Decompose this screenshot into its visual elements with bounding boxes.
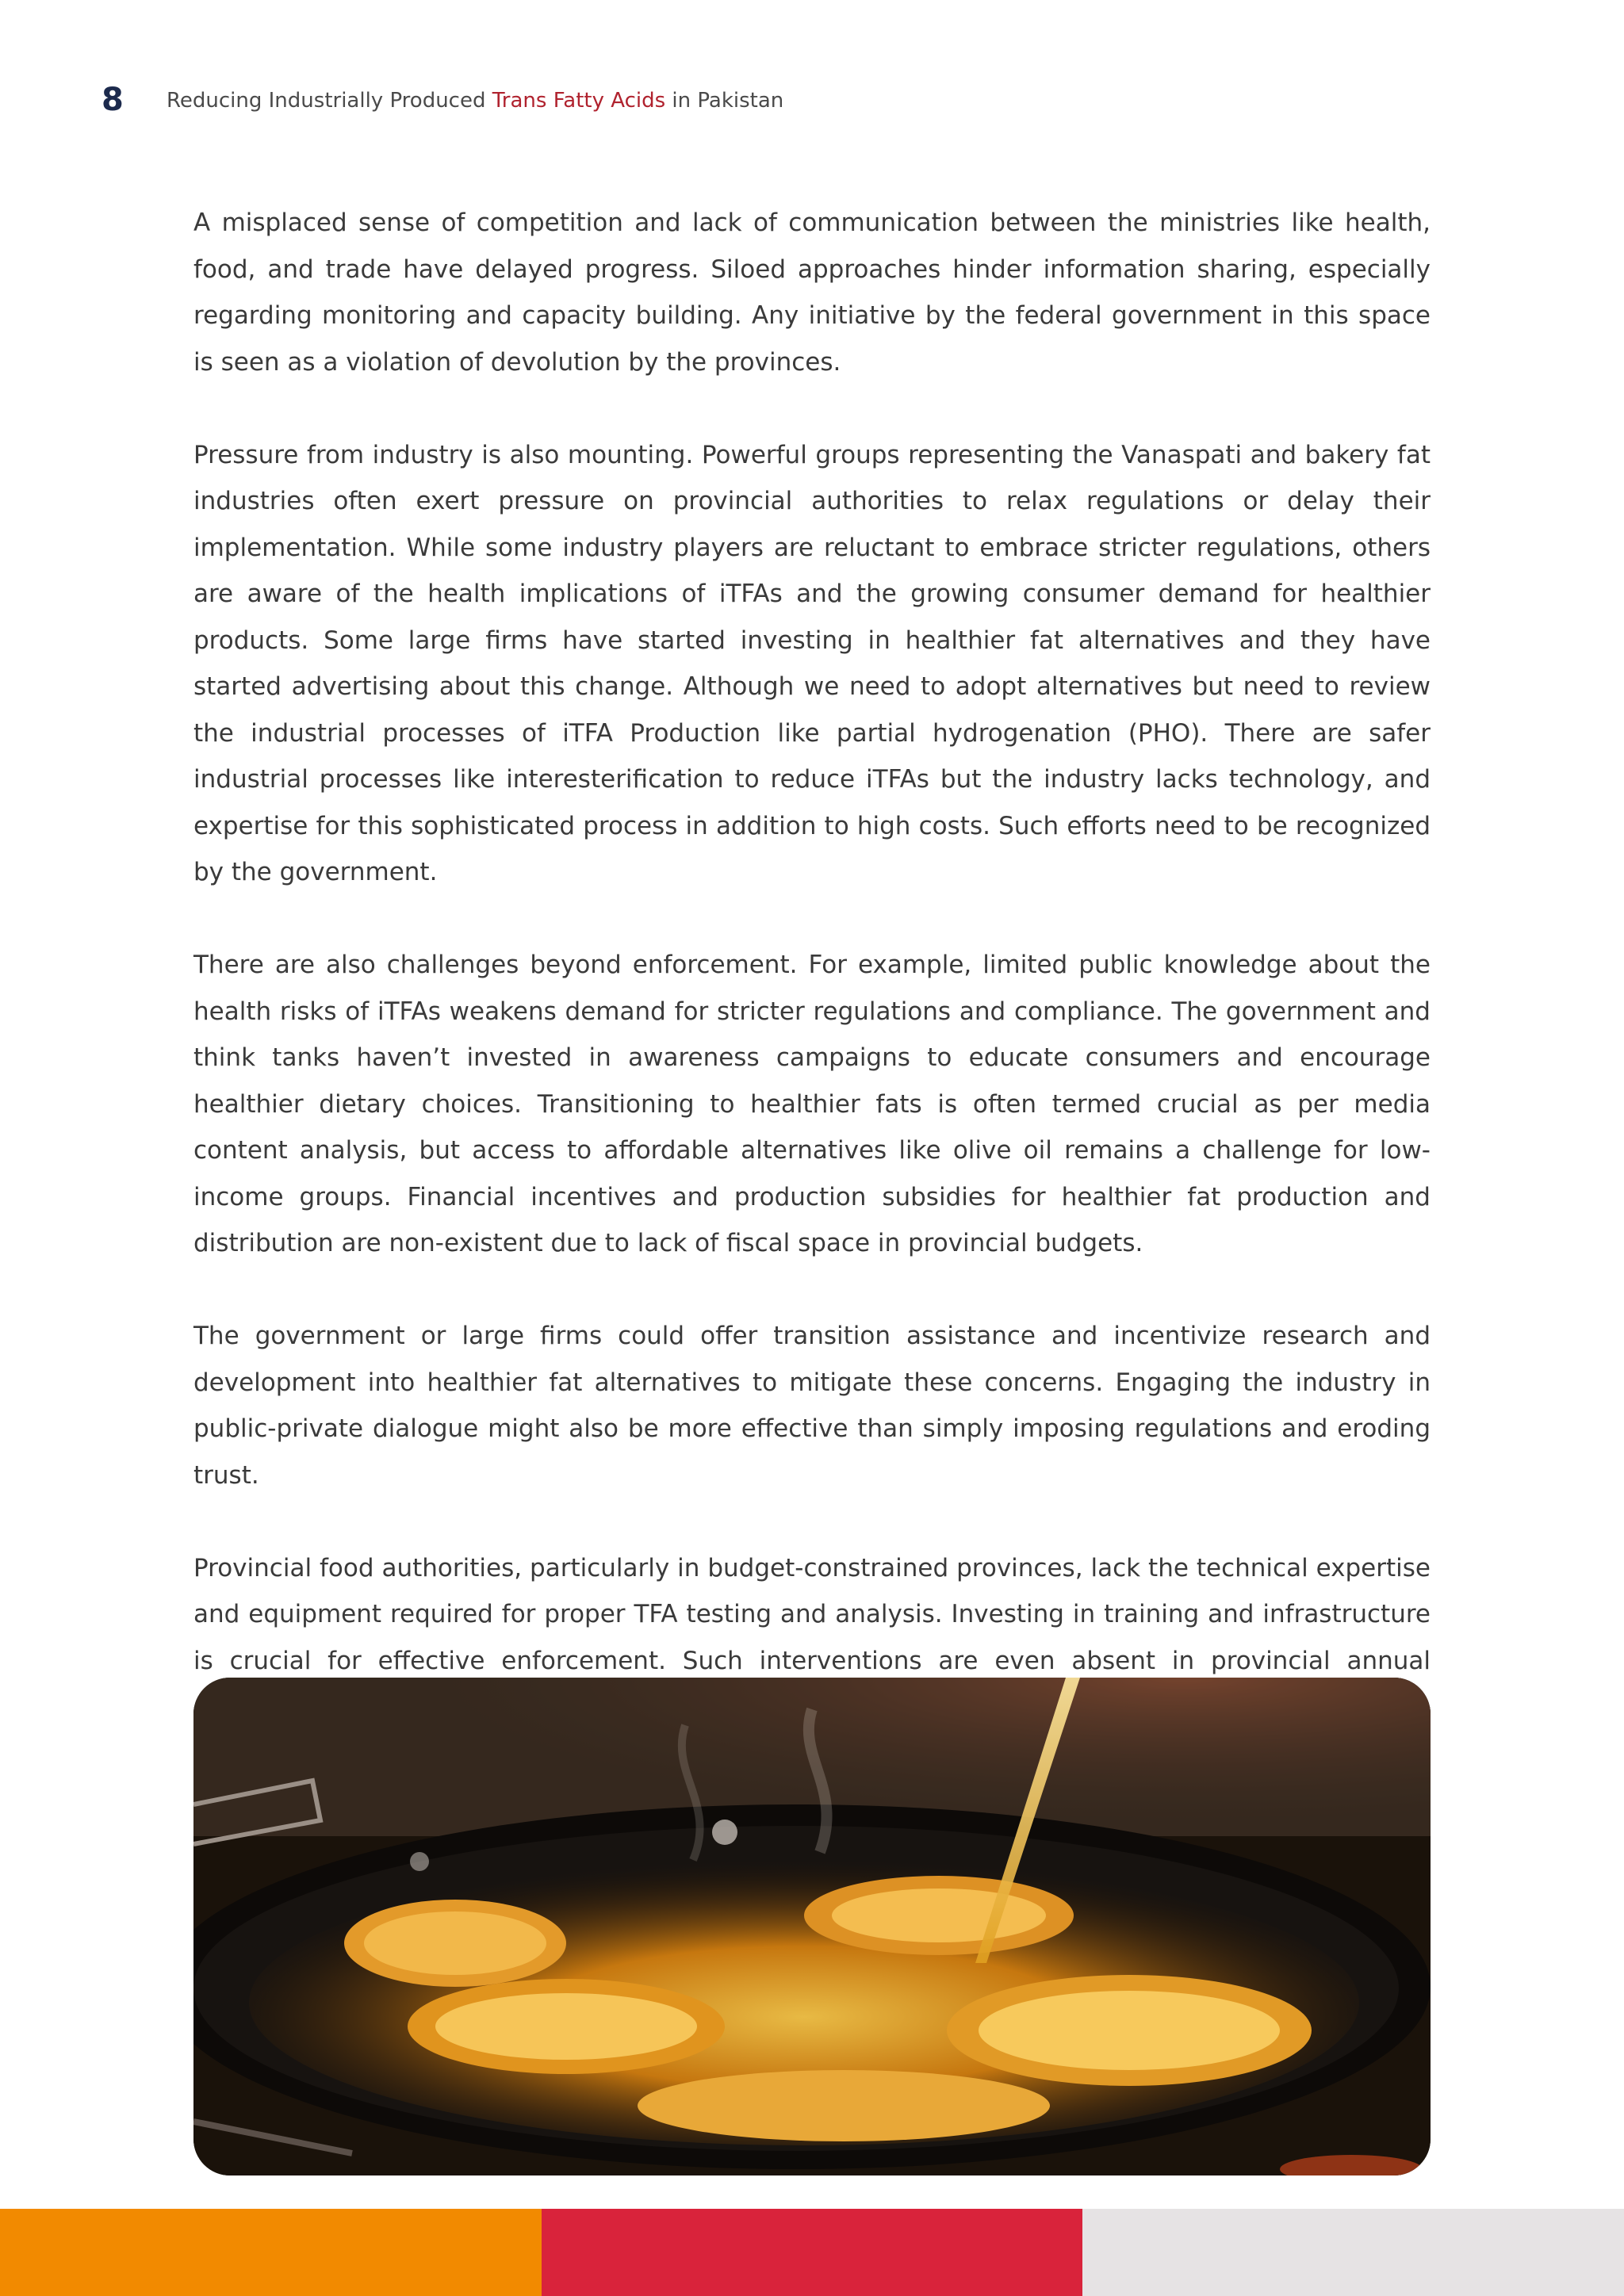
paragraph-industry-pressure: Pressure from industry is also mounting. Powerful groups representing the Vanaspati and bakery fat industries often exert pressure on provincial authorities to relax regulations or delay their implementation. While some industry players are reluctant to embrace stricter regulations, others are aware of the health implications of iTFAs and the growing consumer demand for healthier products. Some large firms have started investing in healthier fat alternatives and they have started advertising about this change. Although we need to adopt alternatives but need to review the industrial processes of iTFA Production like partial hydrogenation (PHO). There are safer industrial processes like interesterification to reduce iTFAs but the industry lacks technology, and expertise for this sophisticated process in addition to high costs. Such efforts need to be recognized by the government. — [193, 440, 1431, 886]
footer-red-segment — [542, 2209, 1083, 2296]
header-title-accent: Trans Fatty Acids — [492, 89, 666, 113]
paragraph-enforcement-challenges: There are also challenges beyond enforcement. For example, limited public knowledge about the health risks of iTFAs weakens demand for stricter regulations and compliance. The government and think tanks haven’t invested in awareness campaigns to educate consumers and encourage healthier dietary choices. Transitioning to healthier fats is often termed crucial as per media content analysis, but access to affordable alternatives like olive oil remains a challenge for low-income groups. Financial incentives and production subsidies for healthier fat production and distribution are non-existent due to lack of fiscal space in provincial budgets. — [193, 951, 1431, 1257]
footer-grey-segment — [1082, 2209, 1624, 2296]
body-text — [193, 200, 1431, 1777]
footer-color-bar — [0, 2209, 1624, 2296]
header-title-start: Reducing Industrially Produced — [167, 89, 492, 113]
page-number: 8 — [102, 82, 124, 118]
paragraph-transition-assistance: The government or large firms could offer transition assistance and incentivize research and development into healthier fat alternatives to mitigate these concerns. Engaging the industry in public-private dialogue might also be more effective than simply imposing regulations and eroding trust. — [193, 1322, 1431, 1490]
frying-pan-photo — [193, 1678, 1431, 2175]
header-title-end: in Pakistan — [665, 89, 784, 113]
paragraph-provincial-authorities: Provincial food authorities, particularly in budget-constrained provinces, lack the technical expertise and equipment required for proper TFA testing and analysis. Investing in training and infrastructure is crucial for effective enforcement. Such interventions are even absent in provincial annual — [193, 1553, 1431, 1675]
paragraph-ministries: A misplaced sense of competition and lack of communication between the ministries like health, food, and trade have delayed progress. Siloed approaches hinder information sharing, especially regarding monitoring and capacity building. Any initiative by the federal government in this space is seen as a violation of devolution by the provinces. — [193, 209, 1431, 377]
footer-orange-segment — [0, 2209, 542, 2296]
running-header — [167, 90, 783, 111]
frying-pan-with-oil-icon — [193, 1678, 1431, 2175]
